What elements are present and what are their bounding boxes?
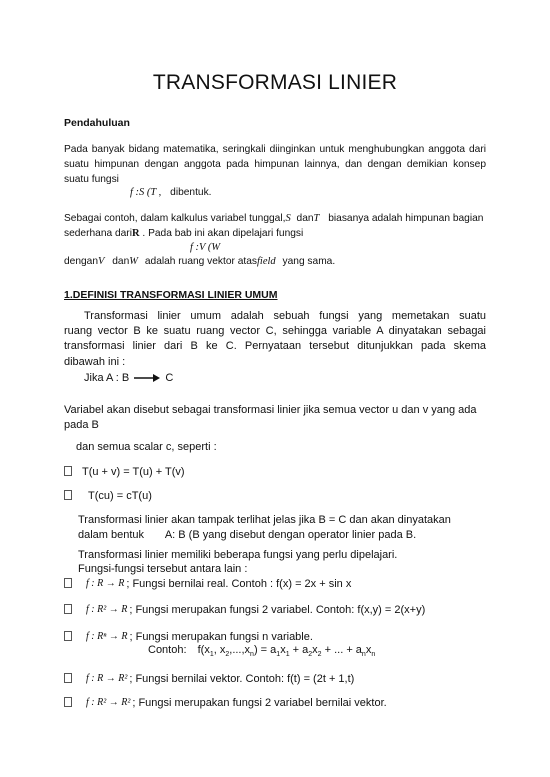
mapping-text: C [165,372,174,384]
text-line: dibawah ini : [64,355,126,368]
text-line: ruang vector B ke suatu ruang vector C, sehingga variable A dinyatakan sebagai [64,325,486,338]
missing-glyph-bullet-icon [64,578,72,588]
function-formula: f : Rⁿ → R [86,631,128,642]
formula-f-v-w: f :V (W [190,242,221,253]
variabel-paragraph [64,403,494,433]
function-item [64,696,387,712]
missing-glyph-bullet-icon [64,604,72,614]
text-line: pada B [64,419,99,432]
function-text: ; Fungsi merupakan fungsi 2 variabel bernilai vektor. [132,697,387,709]
function-item [64,603,425,619]
formula-suffix: dibentuk. [170,187,212,198]
math-w: W [129,256,139,267]
text-fragment: dengan [64,256,98,267]
missing-glyph-bullet-icon [64,490,72,500]
section-1-heading [64,288,278,303]
example-label: Contoh: [148,644,187,656]
missing-glyph-bullet-icon [64,466,72,476]
intro-heading: Pendahuluan [64,117,130,129]
text-fragment: dan [296,213,314,224]
text-line: transformasi linier dari B ke C. Pernyataan tersebut ditunjukkan pada skema [64,340,486,353]
intro-paragraph-2-line-1 [64,211,483,227]
text-line: suatu fungsi [64,173,119,185]
function-text: ; Fungsi bernilai real. Contoh : f(x) = 2x + sin x [126,578,352,590]
arrow-right-icon [134,374,160,382]
text-line: Fungsi-fungsi tersebut antara lain : [78,563,248,576]
missing-glyph-bullet-icon [64,697,72,707]
text-fragment: dan [112,256,130,267]
page-title: TRANSFORMASI LINIER [152,71,398,94]
mapping-line [84,371,173,387]
text-fragment: biasanya adalah himpunan bagian [328,213,484,224]
formula-f-s-t: f :S (T , [130,187,162,198]
rule-item [64,489,152,505]
text-fragment: . Pada bab ini akan dipelajari fungsi [142,228,304,239]
function-text: ; Fungsi bernilai vektor. Contoh: f(t) = (2t + 1,t) [129,673,355,685]
intro-paragraph-2-line-2 [64,226,303,242]
text-fragment: sederhana dari [64,228,132,239]
scalar-line: dan semua scalar c, seperti : [76,441,217,453]
function-formula: f : R → R² [86,673,128,684]
function-text: ; Fungsi merupakan fungsi 2 variabel. Contoh: f(x,y) = 2(x+y) [129,604,426,616]
rule-text: T(cu) = cT(u) [88,490,152,502]
intro-paragraph-3 [64,254,335,270]
rule-text: T(u + v) = T(u) + T(v) [82,466,185,478]
function-formula: f : R² → R [86,604,128,615]
text-line: dalam bentuk A: B (B yang disebut dengan operator linier pada B. [78,529,417,542]
math-real-set: R [131,228,140,239]
function-formula: f : R² → R² [86,697,131,708]
text-fragment: Sebagai contoh, dalam kalkulus variabel tunggal, [64,213,286,224]
function-formula: f : R → R [86,578,125,589]
mapping-text: Jika A : B [84,372,130,384]
missing-glyph-bullet-icon [64,673,72,683]
math-field: field [257,256,276,267]
text-fragment: adalah ruang vektor atas [144,256,257,267]
section-heading-text: 1.DEFINISI TRANSFORMASI LINIER UMUM [64,289,278,301]
math-t: T [313,213,320,224]
fungsi-paragraph [78,548,498,577]
formula-line-1 [130,185,212,201]
function-text: ; Fungsi merupakan fungsi n variable. [129,631,313,643]
text-line: Pada banyak bidang matematika, seringkali diinginkan untuk menghubungkan anggota dari [64,144,486,155]
intro-paragraph-1 [64,143,486,187]
text-line: Variabel akan disebut sebagai transformasi linier jika semua vector u dan v yang ada [64,404,477,416]
example-formula: $f(x_1$, $x_2,...,x_n) = a_1x_1 + a_2x_2$ + ... + $a_nx_n$ [197,644,376,659]
missing-glyph-bullet-icon [64,631,72,641]
function-item [64,672,354,688]
math-v: V [98,256,105,267]
rule-item [64,465,185,481]
operator-paragraph [78,513,498,543]
function-item [64,577,351,593]
text-line: Transformasi linier memiliki beberapa fungsi yang perlu dipelajari. [78,549,398,561]
text-fragment: yang sama. [282,256,336,267]
text-line: Transformasi linier akan tampak terlihat jelas jika B = C dan akan dinyatakan [78,514,451,526]
math-s: S [285,213,291,224]
text-line: Transformasi linier umum adalah sebuah fungsi yang memetakan suatu [84,310,486,322]
text-line: suatu himpunan dengan anggota pada himpunan lainnya, dan dengan demikian konsep [64,158,486,170]
example-formula-line [148,643,375,659]
section-1-paragraph [64,309,486,370]
